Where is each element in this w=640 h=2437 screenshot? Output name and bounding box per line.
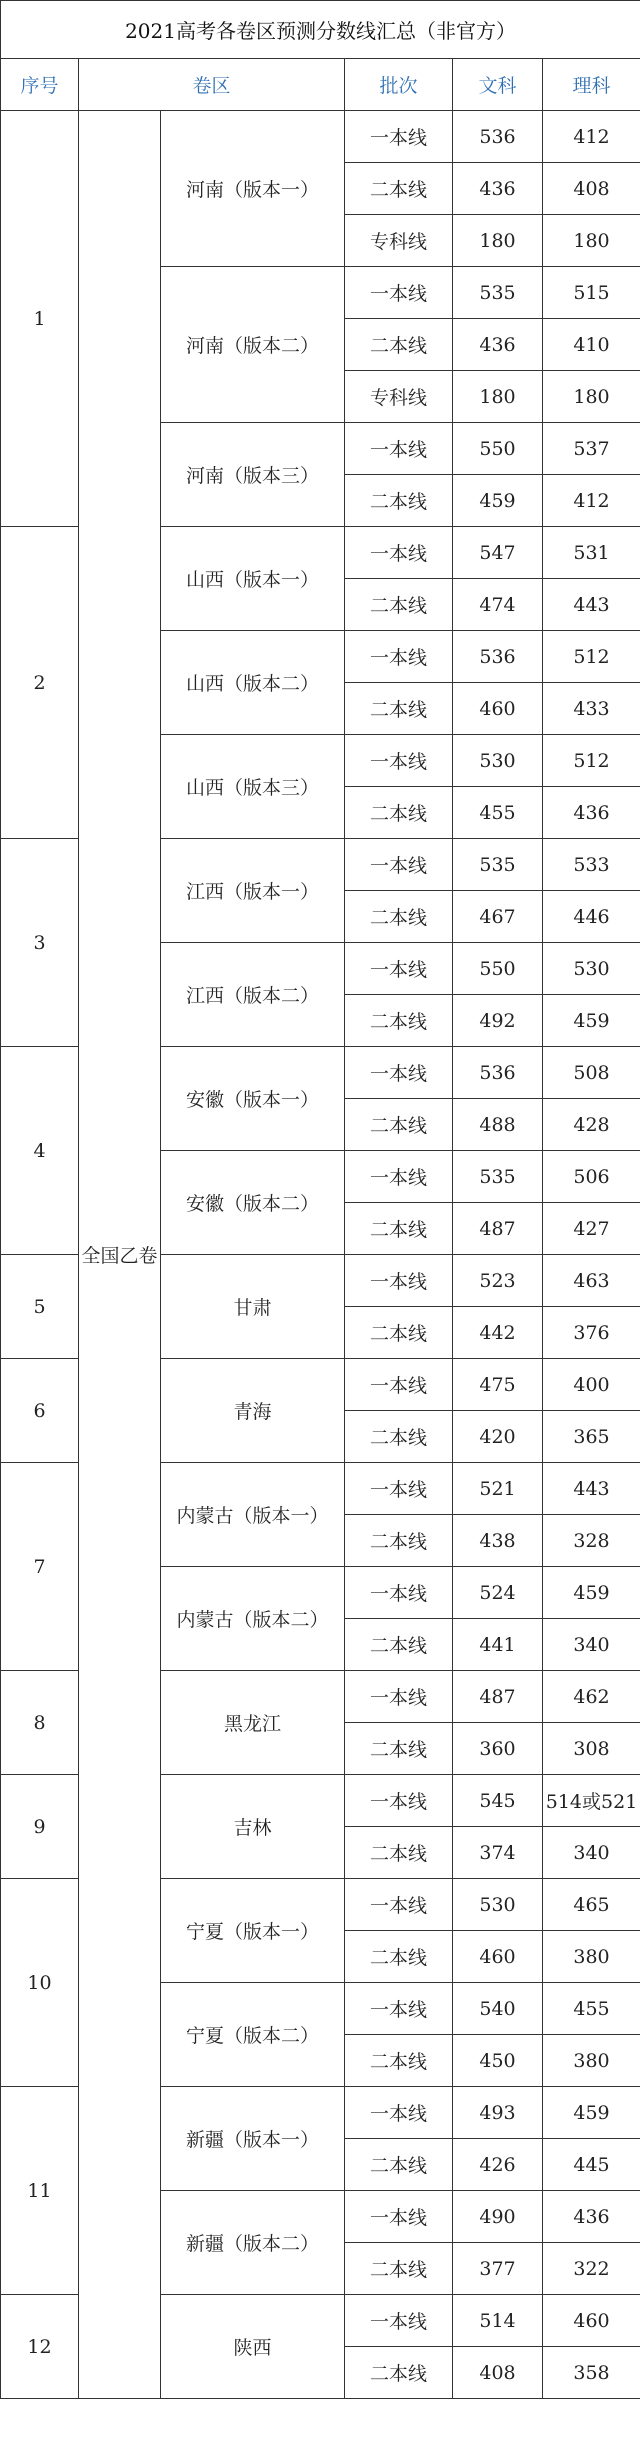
batch-cell: 一本线	[345, 1359, 453, 1411]
li-cell: 180	[543, 215, 640, 267]
wen-cell: 545	[453, 1775, 543, 1827]
batch-cell: 二本线	[345, 2243, 453, 2295]
batch-cell: 专科线	[345, 371, 453, 423]
wen-cell: 535	[453, 839, 543, 891]
li-cell: 455	[543, 1983, 640, 2035]
li-cell: 408	[543, 163, 640, 215]
region-cell: 内蒙古（版本一）	[161, 1463, 345, 1567]
wen-cell: 547	[453, 527, 543, 579]
li-cell: 308	[543, 1723, 640, 1775]
batch-cell: 专科线	[345, 215, 453, 267]
batch-cell: 一本线	[345, 1047, 453, 1099]
li-cell: 180	[543, 371, 640, 423]
region-cell: 甘肃	[161, 1255, 345, 1359]
region-cell: 青海	[161, 1359, 345, 1463]
wen-cell: 523	[453, 1255, 543, 1307]
batch-cell: 一本线	[345, 2087, 453, 2139]
header-seq: 序号	[1, 59, 79, 111]
li-cell: 427	[543, 1203, 640, 1255]
wen-cell: 455	[453, 787, 543, 839]
li-cell: 328	[543, 1515, 640, 1567]
batch-cell: 二本线	[345, 1827, 453, 1879]
li-cell: 436	[543, 787, 640, 839]
li-cell: 530	[543, 943, 640, 995]
li-cell: 322	[543, 2243, 640, 2295]
header-row	[1, 59, 640, 111]
li-cell: 465	[543, 1879, 640, 1931]
wen-cell: 475	[453, 1359, 543, 1411]
wen-cell: 408	[453, 2347, 543, 2399]
li-cell: 380	[543, 1931, 640, 1983]
header-paper: 卷区	[79, 59, 345, 111]
li-cell: 365	[543, 1411, 640, 1463]
batch-cell: 二本线	[345, 2035, 453, 2087]
table-body	[1, 111, 640, 2399]
region-cell: 安徽（版本一）	[161, 1047, 345, 1151]
seq-cell: 5	[1, 1255, 79, 1359]
wen-cell: 536	[453, 1047, 543, 1099]
region-cell: 山西（版本一）	[161, 527, 345, 631]
li-cell: 514或521	[543, 1775, 640, 1827]
wen-cell: 459	[453, 475, 543, 527]
seq-cell: 3	[1, 839, 79, 1047]
wen-cell: 467	[453, 891, 543, 943]
region-cell: 宁夏（版本一）	[161, 1879, 345, 1983]
batch-cell: 二本线	[345, 1307, 453, 1359]
region-cell: 河南（版本一）	[161, 111, 345, 267]
li-cell: 531	[543, 527, 640, 579]
batch-cell: 一本线	[345, 943, 453, 995]
seq-cell: 7	[1, 1463, 79, 1671]
li-cell: 512	[543, 735, 640, 787]
wen-cell: 530	[453, 1879, 543, 1931]
batch-cell: 二本线	[345, 683, 453, 735]
wen-cell: 436	[453, 319, 543, 371]
batch-cell: 二本线	[345, 1099, 453, 1151]
region-cell: 内蒙古（版本二）	[161, 1567, 345, 1671]
wen-cell: 441	[453, 1619, 543, 1671]
batch-cell: 二本线	[345, 2347, 453, 2399]
batch-cell: 一本线	[345, 423, 453, 475]
wen-cell: 540	[453, 1983, 543, 2035]
batch-cell: 二本线	[345, 1515, 453, 1567]
wen-cell: 514	[453, 2295, 543, 2347]
wen-cell: 460	[453, 683, 543, 735]
region-cell: 江西（版本二）	[161, 943, 345, 1047]
batch-cell: 一本线	[345, 2295, 453, 2347]
batch-cell: 二本线	[345, 163, 453, 215]
li-cell: 537	[543, 423, 640, 475]
seq-cell: 10	[1, 1879, 79, 2087]
li-cell: 400	[543, 1359, 640, 1411]
li-cell: 433	[543, 683, 640, 735]
wen-cell: 180	[453, 215, 543, 267]
wen-cell: 550	[453, 423, 543, 475]
seq-cell: 2	[1, 527, 79, 839]
header-li: 理科	[543, 59, 640, 111]
wen-cell: 474	[453, 579, 543, 631]
batch-cell: 二本线	[345, 2139, 453, 2191]
batch-cell: 二本线	[345, 1203, 453, 1255]
table-row	[1, 111, 640, 163]
table-title: 2021高考各卷区预测分数线汇总（非官方）	[1, 1, 640, 59]
region-cell: 陕西	[161, 2295, 345, 2399]
batch-cell: 二本线	[345, 1931, 453, 1983]
batch-cell: 二本线	[345, 319, 453, 371]
wen-cell: 535	[453, 1151, 543, 1203]
li-cell: 340	[543, 1619, 640, 1671]
batch-cell: 二本线	[345, 787, 453, 839]
batch-cell: 二本线	[345, 995, 453, 1047]
batch-cell: 二本线	[345, 579, 453, 631]
region-cell: 吉林	[161, 1775, 345, 1879]
li-cell: 463	[543, 1255, 640, 1307]
seq-cell: 12	[1, 2295, 79, 2399]
region-cell: 江西（版本一）	[161, 839, 345, 943]
li-cell: 512	[543, 631, 640, 683]
header-batch: 批次	[345, 59, 453, 111]
wen-cell: 535	[453, 267, 543, 319]
wen-cell: 487	[453, 1671, 543, 1723]
wen-cell: 377	[453, 2243, 543, 2295]
li-cell: 459	[543, 2087, 640, 2139]
region-cell: 河南（版本三）	[161, 423, 345, 527]
wen-cell: 360	[453, 1723, 543, 1775]
region-cell: 山西（版本三）	[161, 735, 345, 839]
region-cell: 新疆（版本一）	[161, 2087, 345, 2191]
wen-cell: 442	[453, 1307, 543, 1359]
batch-cell: 二本线	[345, 891, 453, 943]
seq-cell: 9	[1, 1775, 79, 1879]
seq-cell: 4	[1, 1047, 79, 1255]
region-cell: 新疆（版本二）	[161, 2191, 345, 2295]
li-cell: 506	[543, 1151, 640, 1203]
li-cell: 445	[543, 2139, 640, 2191]
seq-cell: 1	[1, 111, 79, 527]
wen-cell: 180	[453, 371, 543, 423]
batch-cell: 一本线	[345, 1567, 453, 1619]
li-cell: 380	[543, 2035, 640, 2087]
batch-cell: 一本线	[345, 1879, 453, 1931]
batch-cell: 一本线	[345, 735, 453, 787]
li-cell: 436	[543, 2191, 640, 2243]
li-cell: 410	[543, 319, 640, 371]
region-cell: 黑龙江	[161, 1671, 345, 1775]
wen-cell: 460	[453, 1931, 543, 1983]
wen-cell: 550	[453, 943, 543, 995]
region-cell: 山西（版本二）	[161, 631, 345, 735]
wen-cell: 530	[453, 735, 543, 787]
li-cell: 462	[543, 1671, 640, 1723]
li-cell: 446	[543, 891, 640, 943]
region-cell: 宁夏（版本二）	[161, 1983, 345, 2087]
region-cell: 河南（版本二）	[161, 267, 345, 423]
region-cell: 安徽（版本二）	[161, 1151, 345, 1255]
batch-cell: 一本线	[345, 1671, 453, 1723]
wen-cell: 493	[453, 2087, 543, 2139]
li-cell: 412	[543, 111, 640, 163]
wen-cell: 450	[453, 2035, 543, 2087]
li-cell: 376	[543, 1307, 640, 1359]
li-cell: 340	[543, 1827, 640, 1879]
li-cell: 515	[543, 267, 640, 319]
batch-cell: 一本线	[345, 1463, 453, 1515]
wen-cell: 521	[453, 1463, 543, 1515]
wen-cell: 487	[453, 1203, 543, 1255]
seq-cell: 6	[1, 1359, 79, 1463]
batch-cell: 一本线	[345, 631, 453, 683]
seq-cell: 11	[1, 2087, 79, 2295]
batch-cell: 一本线	[345, 2191, 453, 2243]
batch-cell: 一本线	[345, 111, 453, 163]
batch-cell: 二本线	[345, 475, 453, 527]
wen-cell: 536	[453, 111, 543, 163]
batch-cell: 一本线	[345, 1983, 453, 2035]
wen-cell: 536	[453, 631, 543, 683]
li-cell: 428	[543, 1099, 640, 1151]
header-wen: 文科	[453, 59, 543, 111]
batch-cell: 一本线	[345, 1255, 453, 1307]
li-cell: 533	[543, 839, 640, 891]
li-cell: 460	[543, 2295, 640, 2347]
wen-cell: 492	[453, 995, 543, 1047]
wen-cell: 488	[453, 1099, 543, 1151]
li-cell: 459	[543, 995, 640, 1047]
wen-cell: 420	[453, 1411, 543, 1463]
batch-cell: 一本线	[345, 1151, 453, 1203]
li-cell: 459	[543, 1567, 640, 1619]
wen-cell: 490	[453, 2191, 543, 2243]
batch-cell: 二本线	[345, 1619, 453, 1671]
li-cell: 412	[543, 475, 640, 527]
batch-cell: 二本线	[345, 1723, 453, 1775]
batch-cell: 一本线	[345, 267, 453, 319]
li-cell: 443	[543, 1463, 640, 1515]
li-cell: 358	[543, 2347, 640, 2399]
batch-cell: 二本线	[345, 1411, 453, 1463]
paper-name-cell: 全国乙卷	[79, 111, 161, 2399]
wen-cell: 436	[453, 163, 543, 215]
wen-cell: 438	[453, 1515, 543, 1567]
wen-cell: 524	[453, 1567, 543, 1619]
seq-cell: 8	[1, 1671, 79, 1775]
wen-cell: 426	[453, 2139, 543, 2191]
batch-cell: 一本线	[345, 839, 453, 891]
batch-cell: 一本线	[345, 1775, 453, 1827]
li-cell: 508	[543, 1047, 640, 1099]
wen-cell: 374	[453, 1827, 543, 1879]
batch-cell: 一本线	[345, 527, 453, 579]
li-cell: 443	[543, 579, 640, 631]
